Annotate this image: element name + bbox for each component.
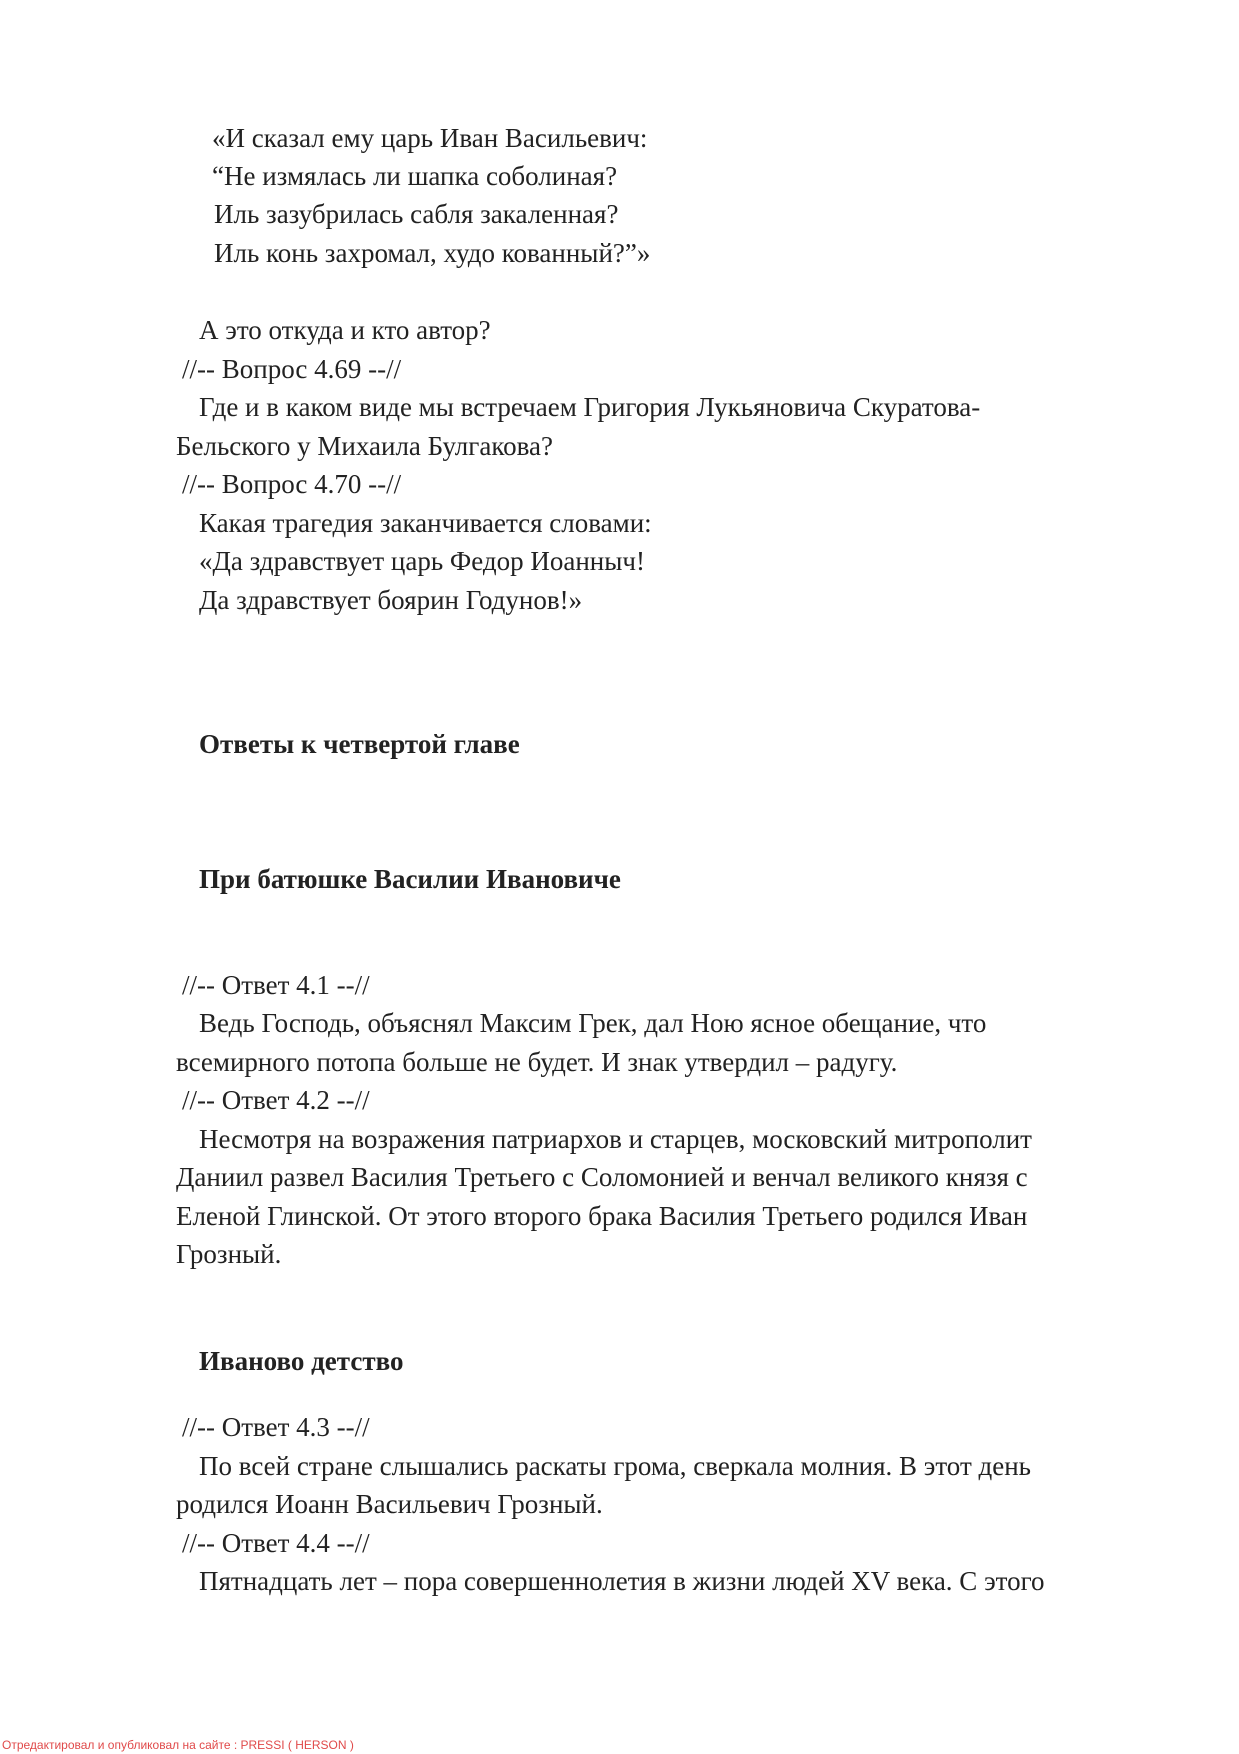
question-source-text: А это откуда и кто автор? (199, 315, 491, 345)
answer-marker-4-4: //-- Ответ 4.4 --// (182, 1528, 370, 1558)
question-marker-4-69: //-- Вопрос 4.69 --// (182, 354, 402, 384)
answer-4-1-line-2: всемирного потопа больше не будет. И знак утвердил – радугу. (176, 1047, 898, 1077)
answer-4-3-line-2: родился Иоанн Васильевич Грозный. (176, 1489, 603, 1519)
answer-4-3-line-1: По всей стране слышались раскаты грома, сверкала молния. В этот день (199, 1451, 1031, 1481)
answer-4-4-line-1: Пятнадцать лет – пора совершеннолетия в жизни людей XV века. С этого (199, 1566, 1045, 1596)
question-4-70-line-2: «Да здравствует царь Федор Иоанныч! (199, 546, 645, 576)
question-marker-4-70: //-- Вопрос 4.70 --// (182, 469, 402, 499)
answer-4-2-line-3: Еленой Глинской. От этого второго брака Василия Третьего родился Иван (176, 1201, 1028, 1231)
poem-line-2: “Не измялась ли шапка соболиная? (212, 161, 618, 191)
question-4-70-line-3: Да здравствует боярин Годунов!» (199, 585, 583, 615)
answer-4-2-line-1: Несмотря на возражения патриархов и старцев, московский митрополит (199, 1124, 1032, 1154)
heading-section-childhood: Иваново детство (199, 1346, 404, 1376)
question-4-69-line-2: Бельского у Михаила Булгакова? (176, 431, 553, 461)
heading-answers-chapter: Ответы к четвертой главе (199, 729, 520, 759)
poem-line-3: Иль зазубрилась сабля закаленная? (214, 199, 619, 229)
answer-marker-4-2: //-- Ответ 4.2 --// (182, 1085, 370, 1115)
poem-line-1: «И сказал ему царь Иван Васильевич: (212, 123, 648, 153)
answer-4-2-line-2: Даниил развел Василия Третьего с Соломонией и венчал великого князя с (176, 1162, 1028, 1192)
answer-4-1-line-1: Ведь Господь, объяснял Максим Грек, дал Ною ясное обещание, что (199, 1008, 987, 1038)
answer-marker-4-3: //-- Ответ 4.3 --// (182, 1412, 370, 1442)
heading-section-vasily: При батюшке Василии Ивановиче (199, 864, 621, 894)
footer-credit: Отредактировал и опубликовал на сайте : PRESSI ( HERSON ) (2, 1738, 354, 1752)
poem-line-4: Иль конь захромал, худо кованный?”» (214, 238, 651, 268)
question-4-69-line-1: Где и в каком виде мы встречаем Григория Лукьяновича Скуратова- (199, 392, 981, 422)
answer-4-2-line-4: Грозный. (176, 1239, 282, 1269)
question-4-70-line-1: Какая трагедия заканчивается словами: (199, 508, 652, 538)
answer-marker-4-1: //-- Ответ 4.1 --// (182, 970, 370, 1000)
